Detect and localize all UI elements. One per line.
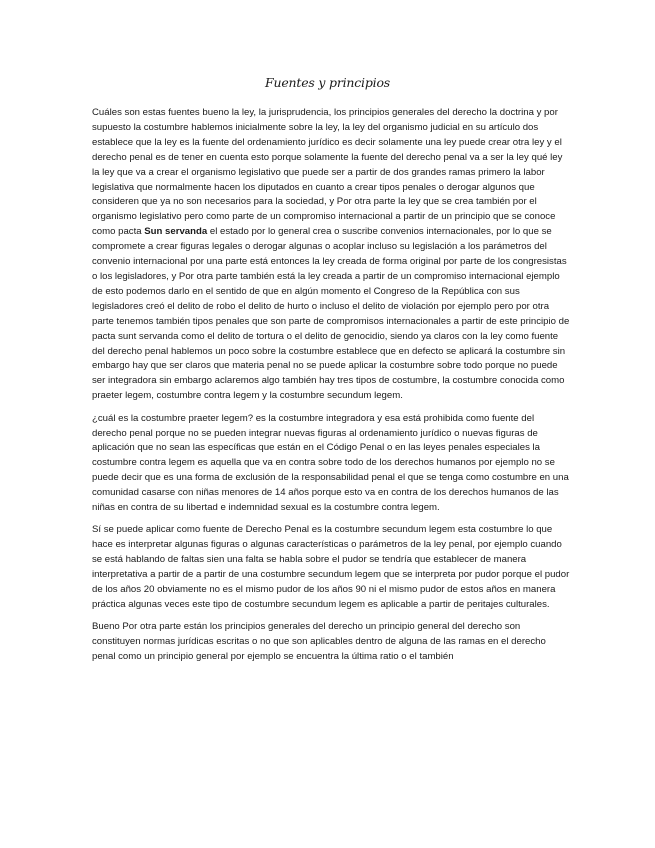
- paragraph-1-text-start: Cuáles son estas fuentes bueno la ley, la jurisprudencia, los principios generales del derecho la doctrina y por supuesto la costumbre hablemos inicialmente sobre la ley, la ley del organismo judicial en su artículo dos establece que la ley es la fuente del ordenamiento jurídico es decir solamente una ley puede crear otra ley y el derecho penal es de tener en cuenta esto porque solamente la fuente del derecho penal va a ser la ley qué ley la ley que va a crear el organismo legislativo que puede ser a partir de dos grandes ramas primero la labor legislativa que normalmente hacen los diputados en cuanto a crear tipos penales o derogar algunos que consideren que ya no son necesarios para la sociedad, y Por otra parte la ley que se crea también por el organismo legislativo pero como parte de un compromiso internacional a partir de un principio que se conoce como pacta: [92, 107, 563, 238]
- paragraph-1-bold-term: Sun servanda: [144, 226, 208, 238]
- paragraph-4: Bueno Por otra parte están los principios generales del derecho un principio general del derecho son constituyen normas jurídicas escritas o no que son aplicables dentro de alguna de las ramas en el derecho penal como un principio general por ejemplo se encuentra la última ratio o el también: [92, 621, 546, 663]
- document-body: [92, 106, 570, 673]
- paragraph-1: [92, 106, 570, 404]
- paragraph-2: ¿cuál es la costumbre praeter legem? es la costumbre integradora y esa está prohibida como fuente del derecho penal porque no se pueden integrar nuevas figuras al ordenamiento jurídico o nuevas figuras de aplicación que no sean las específicas que están en el Código Penal o en las leyes penales especiales la costumbre contra legem es aquella que va en contra sobre todo de los derechos humanos por ejemplo no se puede decir que es una forma de exclusión de la responsabilidad penal el que se tenga como costumbre en una comunidad casarse con niñas menores de 14 años porque esto va en contra de los derechos humanos de las niñas en contra de su libertad e indemnidad sexual es la costumbre contra legem.: [92, 412, 569, 514]
- paragraph-3: Sí se puede aplicar como fuente de Derecho Penal es la costumbre secundum legem esta costumbre lo que hace es interpretar algunas figuras o algunas características o parámetros de la ley penal, por ejemplo cuando se está hablando de faltas sien una falta se habla sobre el pudor se tendría que establecer de manera interpretativa a partir de a partir de una costumbre secundum legem que se interpreta por pudor porque el pudor de los años 20 obviamente no es el mismo pudor de los años 90 ni el mismo pudor de estos años en manera práctica algunas veces este tipo de costumbre secundum legem es aplicable a partir de peritajes culturales.: [92, 524, 570, 610]
- document-title: Fuentes y principios: [265, 75, 390, 90]
- paragraph-1-text-end: el estado por lo general crea o suscribe convenios internacionales, por lo que se compromete a crear figuras legales o derogar algunas o acoplar incluso su legislación a los parámetros del convenio internacional por una parte está entonces la ley creada de forma original por parte de los congresistas o los legisladores, y Por otra parte también está la ley creada a partir de un compromiso internacional ejemplo de esto podemos darlo en el sentido de que en algún momento el Congreso de la República con sus legisladores creó el delito de robo el delito de hurto o incluso el delito de violación por ejemplo pero por otra parte tenemos también tipos penales que son parte de compromisos internacionales a partir de este principio de pacta sunt servanda como el delito de tortura o el delito de genocidio, siendo ya claros con la ley como fuente del derecho penal hablemos un poco sobre la costumbre establece que en defecto se aplicará la costumbre sin embargo hay que ser claros que materia penal no se puede aplicar la costumbre sobre todo porque no puede ser integradora sin embargo aclaremos algo también hay tres tipos de costumbre, la costumbre conocida como praeter legem, costumbre contra legem y la costumbre secundum legem.: [92, 226, 570, 402]
